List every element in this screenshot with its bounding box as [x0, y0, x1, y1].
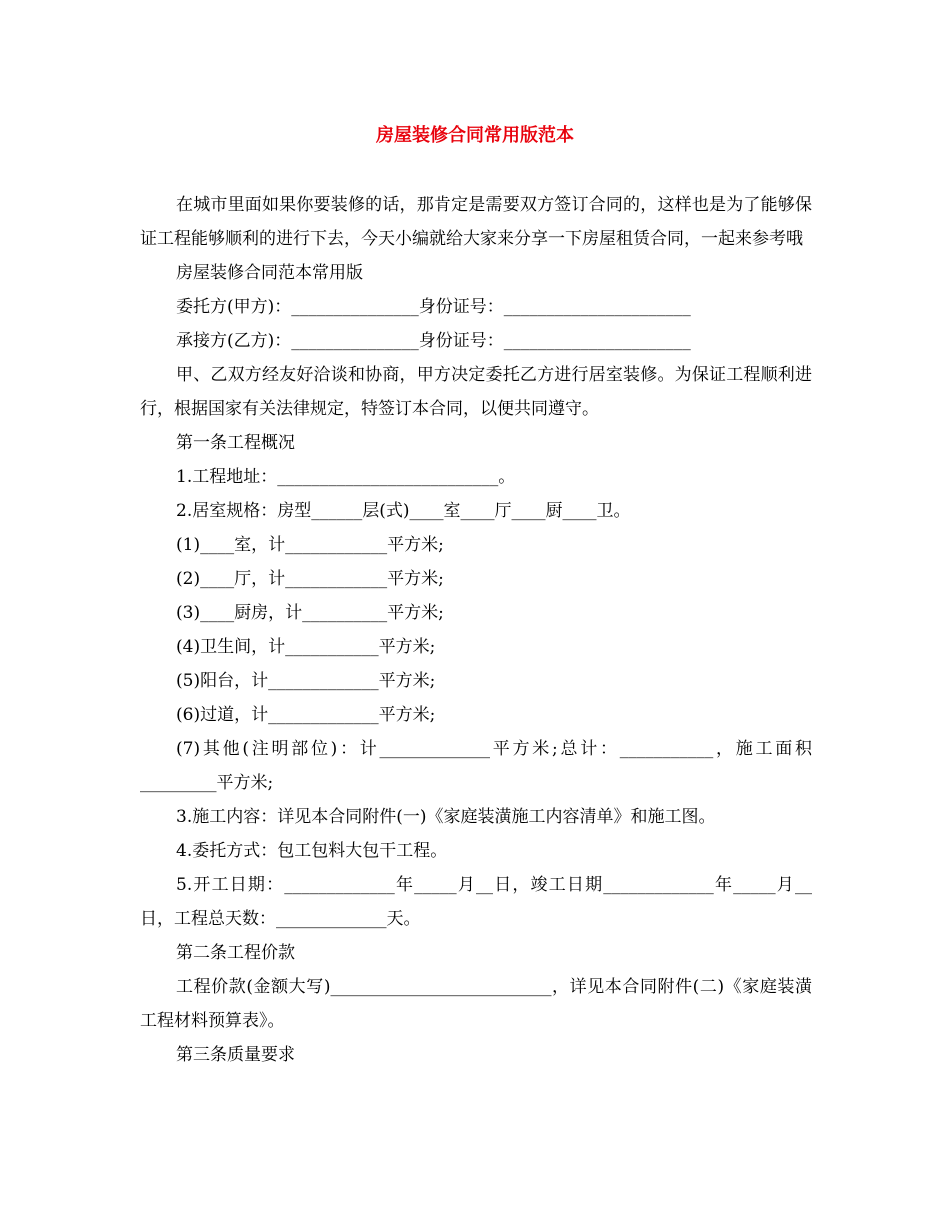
room-item-3: (3)____厨房，计__________平方米; — [176, 603, 444, 623]
paragraph-subtitle: 房屋装修合同范本常用版 — [176, 263, 363, 283]
paragraph-agreement: 甲、乙双方经友好洽谈和协商，甲方决定委托乙方进行居室装修。为保证工程顺利进行，根据国家有关法律规定，特签订本合同，以便共同遵守。 — [140, 365, 812, 419]
clause-content: 3.施工内容：详见本合同附件(一)《家庭装潢施工内容清单》和施工图。 — [176, 807, 716, 827]
room-item-5: (5)阳台，计_____________平方米; — [176, 671, 436, 691]
document-body — [140, 188, 812, 1072]
party-a-line: 委托方(甲方)：_______________身份证号：______________________ — [176, 297, 691, 317]
paragraph-intro: 在城市里面如果你要装修的话，那肯定是需要双方签订合同的，这样也是为了能够保证工程能够顺利的进行下去，今天小编就给大家来分享一下房屋租赁合同，一起来参考哦 — [140, 195, 812, 249]
party-b-line: 承接方(乙方)：_______________身份证号：______________________ — [176, 331, 691, 351]
room-item-2: (2)____厅，计____________平方米; — [176, 569, 444, 589]
article-3-heading: 第三条质量要求 — [176, 1045, 295, 1065]
clause-layout: 2.居室规格：房型______层(式)____室____厅____厨____卫。 — [176, 501, 631, 521]
room-item-4: (4)卫生间，计___________平方米; — [176, 637, 436, 657]
clause-method: 4.委托方式：包工包料大包干工程。 — [176, 841, 448, 861]
article-1-heading: 第一条工程概况 — [176, 433, 295, 453]
room-item-6: (6)过道，计_____________平方米; — [176, 705, 436, 725]
clause-address: 1.工程地址：__________________________。 — [176, 467, 516, 487]
room-item-1: (1)____室，计____________平方米; — [176, 535, 444, 555]
article-2-heading: 第二条工程价款 — [176, 943, 295, 963]
clause-price: 工程价款(金额大写)__________________________，详见本合同附件(二)《家庭装潢工程材料预算表》。 — [140, 977, 812, 1031]
room-item-7: (7)其他(注明部位)：计_____________平方米;总计：___________，施工面积_________平方米; — [140, 739, 812, 793]
document-title: 房屋装修合同常用版范本 — [376, 125, 574, 146]
clause-dates: 5.开工日期：_____________年_____月__日，竣工日期_____________年_____月__日，工程总天数：_____________天。 — [140, 875, 812, 929]
